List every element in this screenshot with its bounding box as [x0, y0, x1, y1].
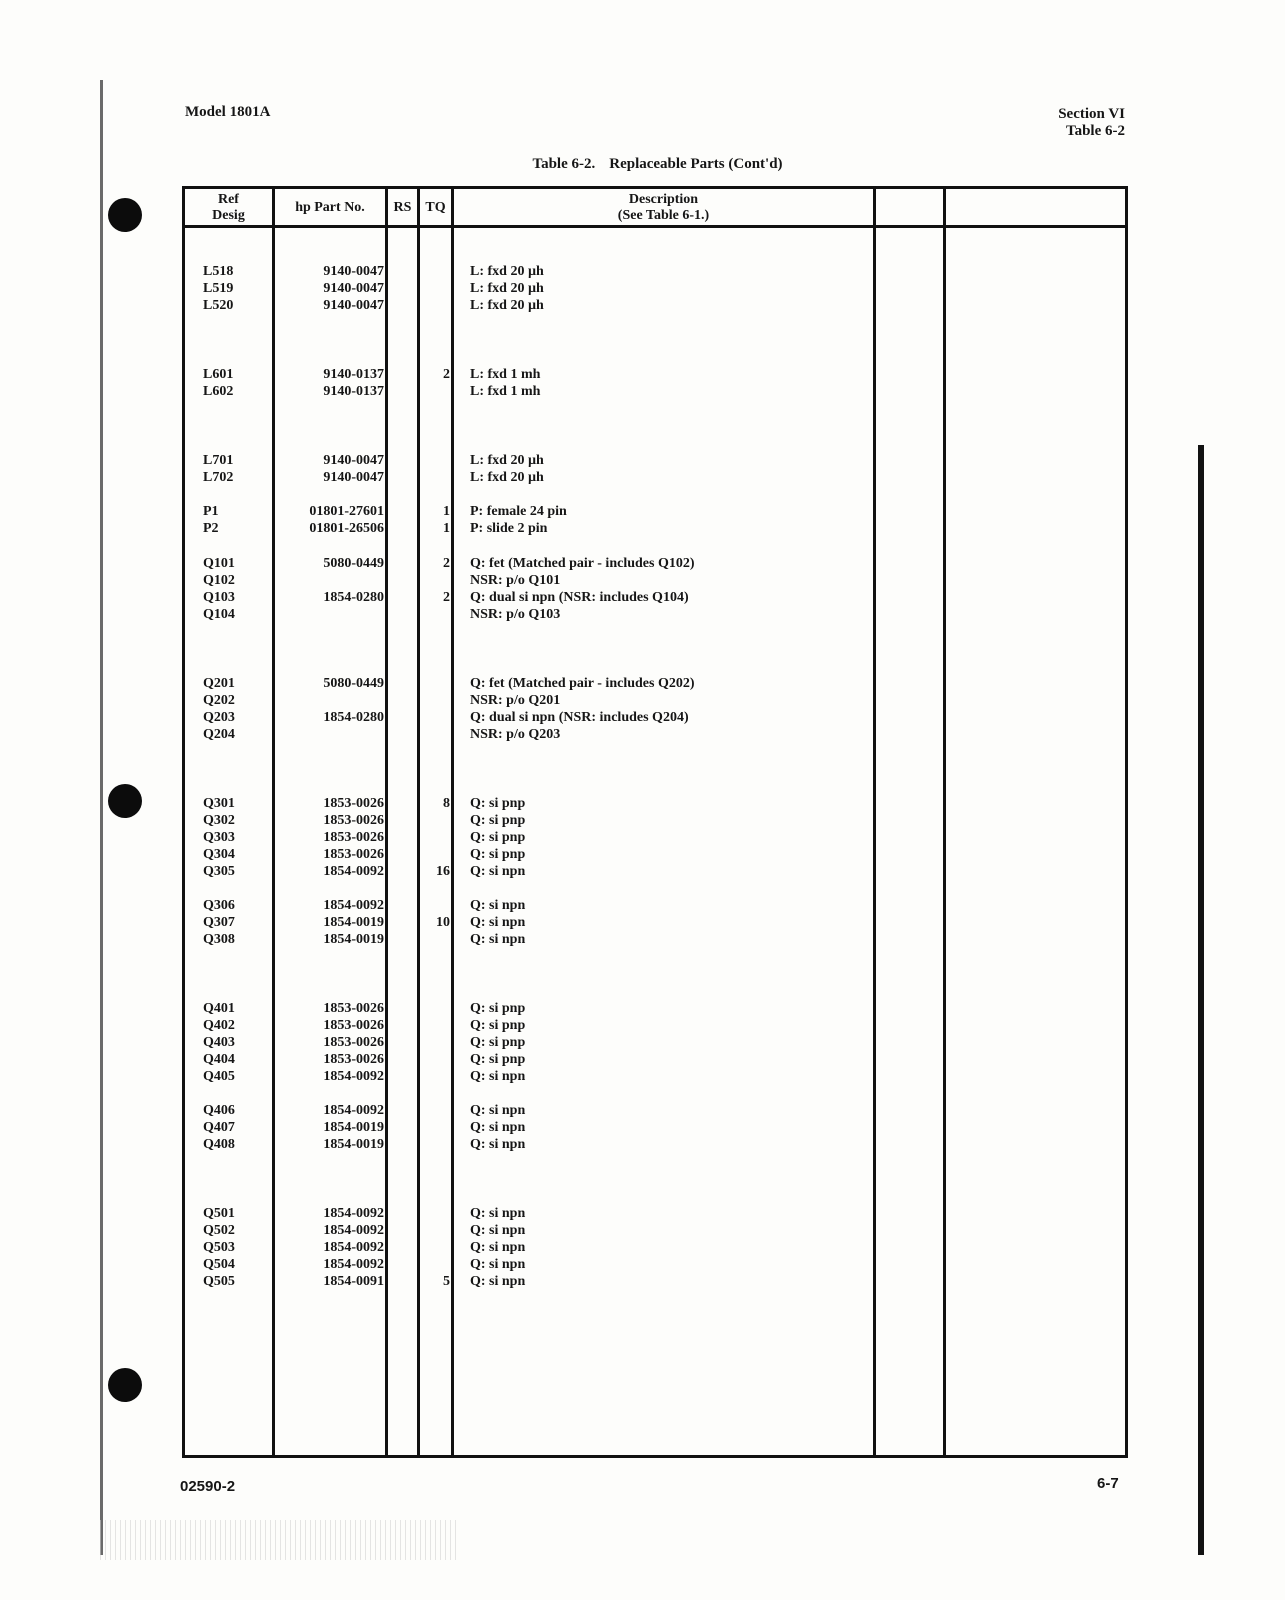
- ref-desig-cell: Q304: [203, 847, 235, 862]
- ref-desig-cell: Q504: [203, 1257, 235, 1272]
- table-row: [0, 829, 1285, 846]
- table-row: [0, 469, 1285, 486]
- table-row: [0, 914, 1285, 931]
- part-number-cell: 1854-0092: [323, 1257, 384, 1272]
- description-cell: Q: si npn: [470, 915, 526, 930]
- table-row: [0, 280, 1285, 297]
- col-header-description: Description (See Table 6-1.): [617, 192, 710, 223]
- total-qty-cell: 8: [443, 796, 450, 811]
- ref-desig-cell: L518: [203, 264, 234, 279]
- description-cell: Q: si pnp: [470, 796, 526, 811]
- col-header-tq: TQ: [425, 200, 446, 215]
- table-row: [0, 795, 1285, 812]
- description-cell: Q: si npn: [470, 1103, 526, 1118]
- table-row: [0, 1239, 1285, 1256]
- table-row: [0, 1102, 1285, 1119]
- part-number-cell: 1854-0019: [323, 1120, 384, 1135]
- part-number-cell: 1853-0026: [323, 1018, 384, 1033]
- description-cell: L: fxd 1 mh: [470, 367, 541, 382]
- ref-desig-cell: Q306: [203, 898, 235, 913]
- description-cell: L: fxd 20 µh: [470, 281, 544, 296]
- table-row: [0, 263, 1285, 280]
- part-number-cell: 9140-0047: [323, 298, 384, 313]
- page-number: 6-7: [1097, 1475, 1119, 1492]
- description-cell: Q: si pnp: [470, 1035, 526, 1050]
- part-number-cell: 9140-0047: [323, 264, 384, 279]
- total-qty-cell: 2: [443, 367, 450, 382]
- description-cell: L: fxd 20 µh: [470, 453, 544, 468]
- part-number-cell: 1854-0092: [323, 1240, 384, 1255]
- table-row: [0, 1256, 1285, 1273]
- model-label: Model 1801A: [185, 104, 271, 120]
- doc-number: 02590-2: [180, 1478, 236, 1495]
- table-row: [0, 383, 1285, 400]
- total-qty-cell: 2: [443, 556, 450, 571]
- description-cell: L: fxd 20 µh: [470, 264, 544, 279]
- description-cell: P: female 24 pin: [470, 504, 567, 519]
- description-cell: Q: si npn: [470, 1240, 526, 1255]
- ref-desig-cell: Q501: [203, 1206, 235, 1221]
- part-number-cell: 1853-0026: [323, 847, 384, 862]
- table-row: [0, 520, 1285, 537]
- description-cell: Q: si npn: [470, 1069, 526, 1084]
- part-number-cell: 1854-0092: [323, 1069, 384, 1084]
- description-cell: Q: fet (Matched pair - includes Q102): [470, 556, 695, 571]
- table-caption: Replaceable Parts (Cont'd): [609, 156, 783, 172]
- part-number-cell: 1854-0092: [323, 1103, 384, 1118]
- description-cell: Q: fet (Matched pair - includes Q202): [470, 676, 695, 691]
- description-cell: Q: si pnp: [470, 813, 526, 828]
- description-cell: NSR: p/o Q203: [470, 727, 561, 742]
- part-number-cell: 1854-0280: [323, 710, 384, 725]
- part-number-cell: 1854-0019: [323, 1137, 384, 1152]
- total-qty-cell: 1: [443, 521, 450, 536]
- col-header-part-no: hp Part No.: [295, 200, 365, 215]
- part-number-cell: 9140-0137: [323, 367, 384, 382]
- ref-desig-cell: Q301: [203, 796, 235, 811]
- description-cell: L: fxd 20 µh: [470, 298, 544, 313]
- table-row: [0, 812, 1285, 829]
- table-row: [0, 572, 1285, 589]
- part-number-cell: 5080-0449: [323, 556, 384, 571]
- table-row: [0, 897, 1285, 914]
- table-row: [0, 692, 1285, 709]
- table-row: [0, 1034, 1285, 1051]
- ref-desig-cell: Q201: [203, 676, 235, 691]
- ref-desig-cell: Q404: [203, 1052, 235, 1067]
- ref-desig-cell: Q307: [203, 915, 235, 930]
- ref-desig-cell: Q503: [203, 1240, 235, 1255]
- total-qty-cell: 10: [436, 915, 450, 930]
- part-number-cell: 1854-0092: [323, 1206, 384, 1221]
- table-row: [0, 1205, 1285, 1222]
- part-number-cell: 01801-26506: [309, 521, 384, 536]
- part-number-cell: 9140-0137: [323, 384, 384, 399]
- table-row: [0, 1119, 1285, 1136]
- table-row: [0, 863, 1285, 880]
- table-row: [0, 555, 1285, 572]
- ref-desig-cell: Q505: [203, 1274, 235, 1289]
- punch-hole-bottom: [108, 1368, 142, 1402]
- ref-desig-cell: Q402: [203, 1018, 235, 1033]
- description-cell: Q: si npn: [470, 1257, 526, 1272]
- ref-desig-cell: L520: [203, 298, 234, 313]
- ref-desig-cell: Q406: [203, 1103, 235, 1118]
- ref-desig-cell: L601: [203, 367, 234, 382]
- table-row: [0, 1017, 1285, 1034]
- table-row: [0, 1068, 1285, 1085]
- description-cell: Q: si npn: [470, 932, 526, 947]
- part-number-cell: 1854-0091: [323, 1274, 384, 1289]
- ref-desig-cell: Q103: [203, 590, 235, 605]
- table-row: [0, 726, 1285, 743]
- scan-noise: [100, 1520, 460, 1560]
- table-row: [0, 1051, 1285, 1068]
- table-row: [0, 1000, 1285, 1017]
- ref-desig-cell: Q104: [203, 607, 235, 622]
- punch-hole-top: [108, 198, 142, 232]
- description-cell: Q: si pnp: [470, 1052, 526, 1067]
- description-cell: Q: si pnp: [470, 1001, 526, 1016]
- table-row: [0, 366, 1285, 383]
- table-ref-label: Table 6-2: [1065, 123, 1125, 139]
- table-row: [0, 931, 1285, 948]
- part-number-cell: 1854-0019: [323, 932, 384, 947]
- ref-desig-cell: Q303: [203, 830, 235, 845]
- table-row: [0, 675, 1285, 692]
- description-cell: Q: si npn: [470, 898, 526, 913]
- table-row: [0, 846, 1285, 863]
- total-qty-cell: 5: [443, 1274, 450, 1289]
- part-number-cell: 1853-0026: [323, 1035, 384, 1050]
- part-number-cell: 5080-0449: [323, 676, 384, 691]
- col-header-rs: RS: [393, 200, 412, 215]
- table-row: [0, 1136, 1285, 1153]
- part-number-cell: 1853-0026: [323, 1001, 384, 1016]
- ref-desig-cell: P2: [203, 521, 219, 536]
- table-row: [0, 589, 1285, 606]
- ref-desig-cell: Q308: [203, 932, 235, 947]
- description-cell: Q: si npn: [470, 1206, 526, 1221]
- description-cell: L: fxd 1 mh: [470, 384, 541, 399]
- ref-desig-cell: L602: [203, 384, 234, 399]
- description-cell: Q: si pnp: [470, 1018, 526, 1033]
- ref-desig-cell: Q101: [203, 556, 235, 571]
- part-number-cell: 9140-0047: [323, 281, 384, 296]
- ref-desig-cell: Q405: [203, 1069, 235, 1084]
- ref-desig-cell: L702: [203, 470, 234, 485]
- ref-desig-cell: Q302: [203, 813, 235, 828]
- table-row: [0, 606, 1285, 623]
- part-number-cell: 1853-0026: [323, 813, 384, 828]
- table-row: [0, 1273, 1285, 1290]
- section-label: Section VI: [1058, 106, 1125, 122]
- ref-desig-cell: Q403: [203, 1035, 235, 1050]
- description-cell: Q: si pnp: [470, 847, 526, 862]
- table-row: [0, 297, 1285, 314]
- ref-desig-cell: L701: [203, 453, 234, 468]
- description-cell: Q: si pnp: [470, 830, 526, 845]
- description-cell: Q: si npn: [470, 1137, 526, 1152]
- part-number-cell: 1854-0092: [323, 898, 384, 913]
- ref-desig-cell: Q401: [203, 1001, 235, 1016]
- ref-desig-cell: Q102: [203, 573, 235, 588]
- table-title: [0, 156, 1285, 173]
- description-cell: Q: si npn: [470, 864, 526, 879]
- description-cell: Q: si npn: [470, 1274, 526, 1289]
- col-header-ref-desig: Ref Desig: [212, 192, 245, 223]
- part-number-cell: 1854-0280: [323, 590, 384, 605]
- table-row: [0, 1222, 1285, 1239]
- ref-desig-cell: Q407: [203, 1120, 235, 1135]
- ref-desig-cell: Q502: [203, 1223, 235, 1238]
- total-qty-cell: 1: [443, 504, 450, 519]
- description-cell: P: slide 2 pin: [470, 521, 548, 536]
- ref-desig-cell: P1: [203, 504, 219, 519]
- part-number-cell: 9140-0047: [323, 453, 384, 468]
- table-number: Table 6-2.: [532, 156, 596, 172]
- part-number-cell: 1853-0026: [323, 830, 384, 845]
- description-cell: Q: dual si npn (NSR: includes Q204): [470, 710, 689, 725]
- part-number-cell: 1853-0026: [323, 796, 384, 811]
- table-row: [0, 503, 1285, 520]
- part-number-cell: 01801-27601: [309, 504, 384, 519]
- total-qty-cell: 16: [436, 864, 450, 879]
- part-number-cell: 1854-0019: [323, 915, 384, 930]
- ref-desig-cell: Q202: [203, 693, 235, 708]
- table-row: [0, 452, 1285, 469]
- description-cell: NSR: p/o Q101: [470, 573, 561, 588]
- ref-desig-cell: Q305: [203, 864, 235, 879]
- table-row: [0, 709, 1285, 726]
- total-qty-cell: 2: [443, 590, 450, 605]
- ref-desig-cell: Q204: [203, 727, 235, 742]
- description-cell: NSR: p/o Q201: [470, 693, 561, 708]
- description-cell: NSR: p/o Q103: [470, 607, 561, 622]
- part-number-cell: 1853-0026: [323, 1052, 384, 1067]
- description-cell: Q: dual si npn (NSR: includes Q104): [470, 590, 689, 605]
- part-number-cell: 1854-0092: [323, 864, 384, 879]
- ref-desig-cell: Q203: [203, 710, 235, 725]
- description-cell: L: fxd 20 µh: [470, 470, 544, 485]
- ref-desig-cell: L519: [203, 281, 234, 296]
- part-number-cell: 9140-0047: [323, 470, 384, 485]
- ref-desig-cell: Q408: [203, 1137, 235, 1152]
- description-cell: Q: si npn: [470, 1223, 526, 1238]
- section-header: [1058, 106, 1125, 140]
- part-number-cell: 1854-0092: [323, 1223, 384, 1238]
- description-cell: Q: si npn: [470, 1120, 526, 1135]
